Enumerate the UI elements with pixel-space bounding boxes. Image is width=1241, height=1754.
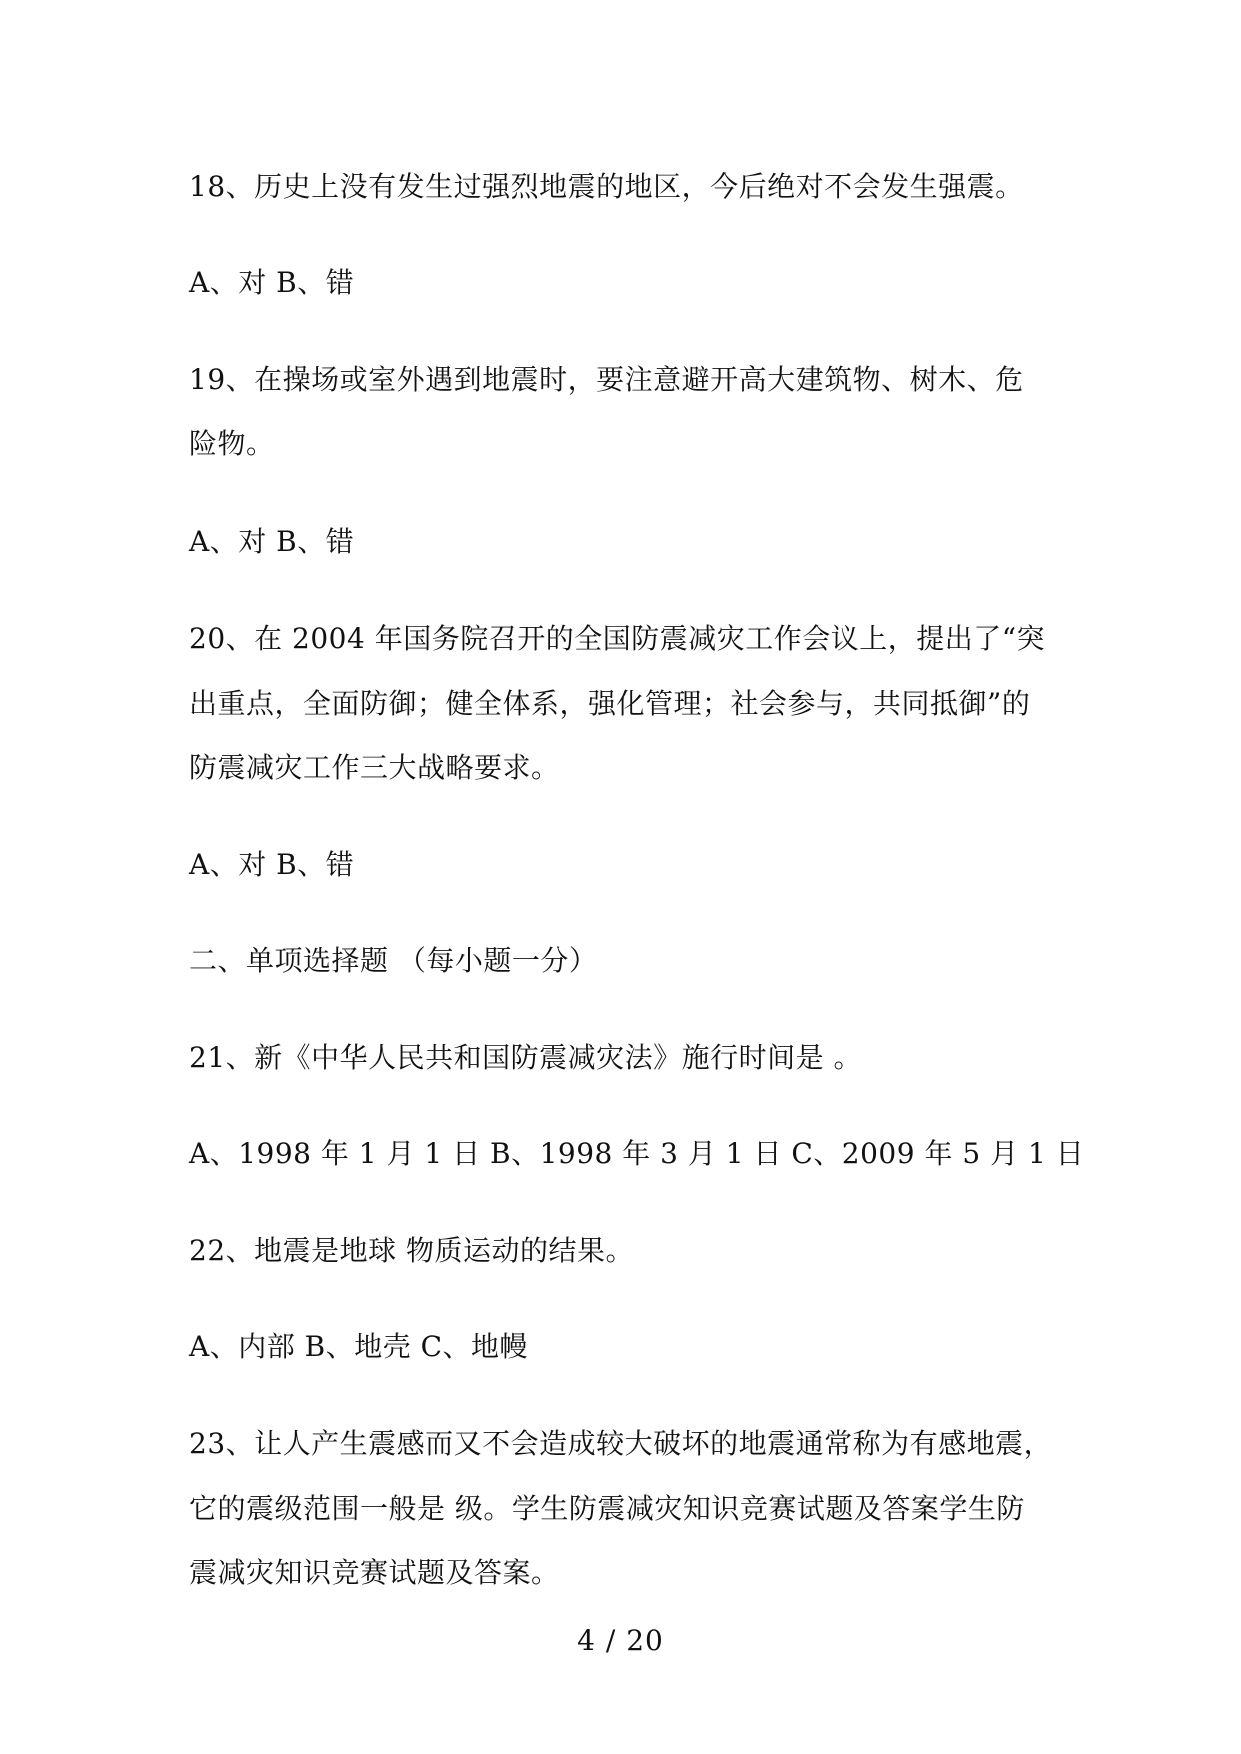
question-20-stem-line-2: 出重点，全面防御；健全体系，强化管理；社会参与，共同抵御”的 bbox=[189, 687, 1031, 720]
question-21-options: A、1998 年 1 月 1 日 B、1998 年 3 月 1 日 C、2009 年 5 月 1 日 bbox=[189, 1137, 1085, 1170]
question-18-stem-line-1: 18、历史上没有发生过强烈地震的地区，今后绝对不会发生强震。 bbox=[189, 170, 1024, 203]
question-22-stem-line-1: 22、地震是地球 物质运动的结果。 bbox=[189, 1234, 635, 1267]
question-19-stem-line-1: 19、在操场或室外遇到地震时，要注意避开高大建筑物、树木、危 bbox=[189, 363, 1024, 396]
section-2-title: 二、单项选择题 （每小题一分） bbox=[189, 944, 598, 977]
question-22-options: A、内部 B、地壳 C、地幔 bbox=[189, 1330, 529, 1363]
page-number: 4 / 20 bbox=[577, 1624, 664, 1657]
question-20-options: A、对 B、错 bbox=[189, 848, 355, 881]
question-23-stem-line-1: 23、让人产生震感而又不会造成较大破坏的地震通常称为有感地震， bbox=[189, 1427, 1053, 1460]
question-23-stem-line-2: 它的震级范围一般是 级。学生防震减灾知识竞赛试题及答案学生防 bbox=[189, 1492, 1025, 1525]
question-19-options: A、对 B、错 bbox=[189, 525, 355, 558]
question-19-stem-line-2: 险物。 bbox=[189, 427, 275, 460]
question-23-stem-line-3: 震减灾知识竞赛试题及答案。 bbox=[189, 1556, 560, 1589]
question-18-options: A、对 B、错 bbox=[189, 266, 355, 299]
question-20-stem-line-1: 20、在 2004 年国务院召开的全国防震减灾工作会议上，提出了“突 bbox=[189, 622, 1046, 655]
question-21-stem-line-1: 21、新《中华人民共和国防震减灾法》施行时间是 。 bbox=[189, 1041, 863, 1074]
question-20-stem-line-3: 防震减灾工作三大战略要求。 bbox=[189, 751, 560, 784]
